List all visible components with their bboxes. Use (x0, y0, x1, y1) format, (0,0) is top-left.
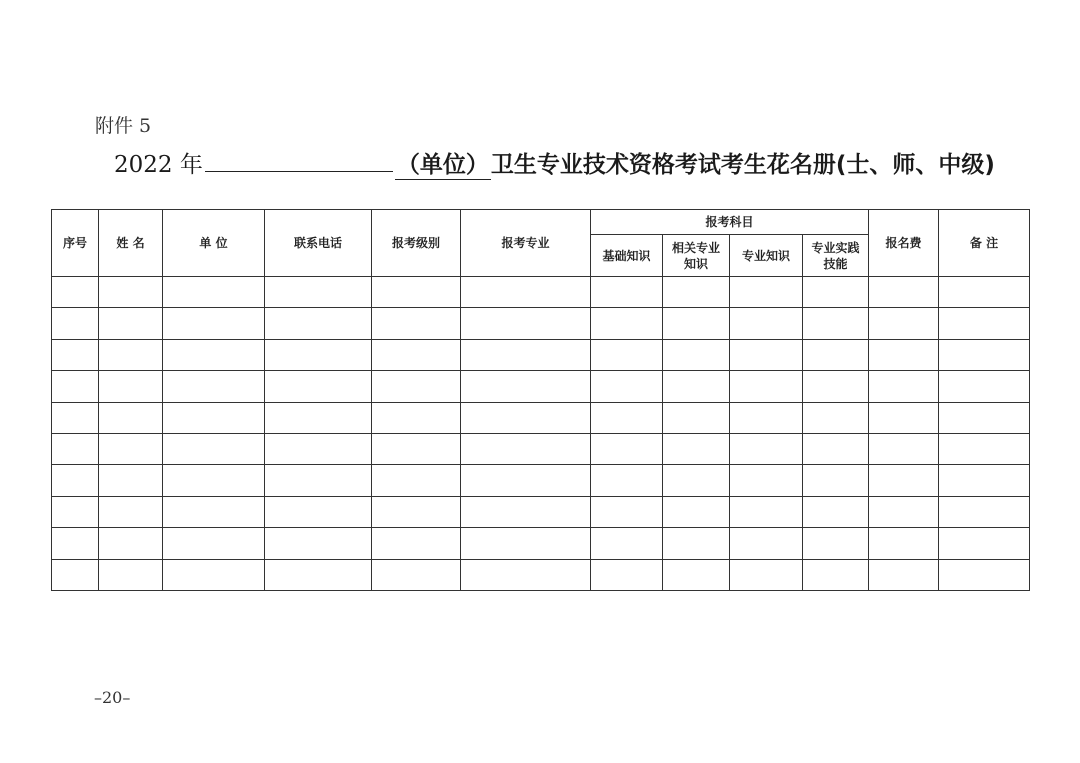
header-subject-practice: 专业实践技能 (803, 235, 869, 277)
table-cell[interactable] (52, 402, 99, 433)
table-cell[interactable] (663, 528, 730, 559)
table-cell[interactable] (663, 308, 730, 339)
table-cell[interactable] (99, 402, 163, 433)
table-cell[interactable] (99, 308, 163, 339)
roster-table (51, 209, 1030, 591)
table-cell[interactable] (99, 559, 163, 590)
table-cell[interactable] (52, 277, 99, 308)
header-major: 报考专业 (461, 210, 591, 277)
table-cell[interactable] (591, 308, 663, 339)
table-cell[interactable] (939, 277, 1030, 308)
table-cell[interactable] (730, 402, 803, 433)
table-cell[interactable] (265, 371, 372, 402)
table-cell[interactable] (663, 402, 730, 433)
table-cell[interactable] (99, 496, 163, 527)
table-cell[interactable] (163, 308, 265, 339)
table-cell[interactable] (265, 308, 372, 339)
header-subject-related: 相关专业知识 (663, 235, 730, 277)
table-row (52, 465, 1030, 496)
table-cell[interactable] (163, 402, 265, 433)
table-row (52, 402, 1030, 433)
table-row (52, 559, 1030, 590)
table-cell[interactable] (265, 465, 372, 496)
table-cell[interactable] (265, 496, 372, 527)
table-cell[interactable] (803, 371, 869, 402)
header-subjects: 报考科目 (591, 210, 869, 235)
table-cell[interactable] (663, 371, 730, 402)
table-cell[interactable] (461, 433, 591, 464)
table-cell[interactable] (869, 559, 939, 590)
table-cell[interactable] (869, 528, 939, 559)
title-year: 2022 年 (114, 152, 203, 178)
table-cell[interactable] (461, 371, 591, 402)
table-cell[interactable] (372, 528, 461, 559)
table-cell[interactable] (461, 496, 591, 527)
table-cell[interactable] (591, 277, 663, 308)
header-unit: 单 位 (163, 210, 265, 277)
table-cell[interactable] (803, 433, 869, 464)
table-cell[interactable] (52, 308, 99, 339)
table-cell[interactable] (163, 559, 265, 590)
table-cell[interactable] (663, 559, 730, 590)
table-cell[interactable] (265, 277, 372, 308)
table-cell[interactable] (99, 371, 163, 402)
table-cell[interactable] (99, 339, 163, 370)
header-level: 报考级别 (372, 210, 461, 277)
table-cell[interactable] (461, 308, 591, 339)
table-cell[interactable] (163, 277, 265, 308)
table-cell[interactable] (163, 496, 265, 527)
table-cell[interactable] (869, 465, 939, 496)
table-row (52, 371, 1030, 402)
table-cell[interactable] (163, 371, 265, 402)
table-cell[interactable] (663, 339, 730, 370)
page-number: –20– (94, 688, 131, 707)
table-cell[interactable] (939, 559, 1030, 590)
table-cell[interactable] (663, 277, 730, 308)
table-cell[interactable] (372, 496, 461, 527)
table-cell[interactable] (52, 339, 99, 370)
table-row (52, 528, 1030, 559)
table-cell[interactable] (803, 559, 869, 590)
table-row (52, 339, 1030, 370)
page-title (114, 146, 995, 180)
table-cell[interactable] (803, 528, 869, 559)
table-cell[interactable] (163, 339, 265, 370)
table-cell[interactable] (591, 528, 663, 559)
header-phone: 联系电话 (265, 210, 372, 277)
table-cell[interactable] (372, 559, 461, 590)
table-cell[interactable] (939, 433, 1030, 464)
table-cell[interactable] (730, 528, 803, 559)
table-cell[interactable] (52, 433, 99, 464)
table-cell[interactable] (730, 308, 803, 339)
table-cell[interactable] (803, 339, 869, 370)
table-cell[interactable] (265, 433, 372, 464)
table-cell[interactable] (663, 433, 730, 464)
table-cell[interactable] (52, 371, 99, 402)
table-cell[interactable] (730, 559, 803, 590)
table-cell[interactable] (939, 402, 1030, 433)
table-cell[interactable] (939, 308, 1030, 339)
header-row-1 (52, 210, 1030, 235)
table-cell[interactable] (163, 465, 265, 496)
title-unit: （单位） (395, 146, 491, 180)
roster-body (52, 277, 1030, 591)
table-row (52, 433, 1030, 464)
table-cell[interactable] (591, 465, 663, 496)
table-cell[interactable] (803, 496, 869, 527)
table-cell[interactable] (461, 339, 591, 370)
table-cell[interactable] (803, 277, 869, 308)
table-cell[interactable] (265, 402, 372, 433)
header-remarks: 备 注 (939, 210, 1030, 277)
table-cell[interactable] (803, 465, 869, 496)
table-cell[interactable] (730, 371, 803, 402)
table-cell[interactable] (803, 308, 869, 339)
table-cell[interactable] (591, 339, 663, 370)
table-cell[interactable] (163, 433, 265, 464)
header-subject-professional: 专业知识 (730, 235, 803, 277)
table-cell[interactable] (461, 277, 591, 308)
table-cell[interactable] (869, 496, 939, 527)
table-cell[interactable] (52, 528, 99, 559)
table-cell[interactable] (869, 371, 939, 402)
table-cell[interactable] (939, 465, 1030, 496)
header-subject-basic: 基础知识 (591, 235, 663, 277)
table-cell[interactable] (372, 277, 461, 308)
table-cell[interactable] (591, 402, 663, 433)
table-cell[interactable] (461, 528, 591, 559)
table-cell[interactable] (372, 433, 461, 464)
header-fee: 报名费 (869, 210, 939, 277)
table-cell[interactable] (99, 465, 163, 496)
table-cell[interactable] (99, 528, 163, 559)
table-cell[interactable] (803, 402, 869, 433)
table-cell[interactable] (163, 528, 265, 559)
table-cell[interactable] (939, 528, 1030, 559)
table-cell[interactable] (663, 496, 730, 527)
table-cell[interactable] (730, 465, 803, 496)
table-cell[interactable] (372, 371, 461, 402)
table-cell[interactable] (869, 277, 939, 308)
table-cell[interactable] (99, 277, 163, 308)
table-cell[interactable] (591, 371, 663, 402)
table-cell[interactable] (461, 465, 591, 496)
table-cell[interactable] (52, 559, 99, 590)
table-cell[interactable] (869, 308, 939, 339)
table-cell[interactable] (591, 496, 663, 527)
table-cell[interactable] (869, 339, 939, 370)
title-blank-line (205, 147, 393, 172)
attachment-label: 附件 5 (95, 115, 152, 137)
table-cell[interactable] (461, 559, 591, 590)
table-cell[interactable] (265, 559, 372, 590)
table-cell[interactable] (265, 339, 372, 370)
table-cell[interactable] (99, 433, 163, 464)
table-cell[interactable] (730, 277, 803, 308)
table-cell[interactable] (52, 465, 99, 496)
table-row (52, 496, 1030, 527)
table-cell[interactable] (591, 433, 663, 464)
table-cell[interactable] (265, 528, 372, 559)
table-cell[interactable] (372, 308, 461, 339)
table-cell[interactable] (939, 496, 1030, 527)
title-text: 卫生专业技术资格考试考生花名册(士、师、中级) (490, 152, 995, 178)
table-row (52, 308, 1030, 339)
table-cell[interactable] (939, 339, 1030, 370)
table-cell[interactable] (869, 402, 939, 433)
header-seq: 序号 (52, 210, 99, 277)
table-cell[interactable] (730, 496, 803, 527)
table-cell[interactable] (939, 371, 1030, 402)
table-cell[interactable] (869, 433, 939, 464)
header-name: 姓 名 (99, 210, 163, 277)
table-cell[interactable] (730, 433, 803, 464)
table-cell[interactable] (663, 465, 730, 496)
table-cell[interactable] (461, 402, 591, 433)
table-cell[interactable] (372, 339, 461, 370)
table-cell[interactable] (52, 496, 99, 527)
table-cell[interactable] (730, 339, 803, 370)
table-row (52, 277, 1030, 308)
table-cell[interactable] (372, 465, 461, 496)
table-cell[interactable] (591, 559, 663, 590)
table-cell[interactable] (372, 402, 461, 433)
